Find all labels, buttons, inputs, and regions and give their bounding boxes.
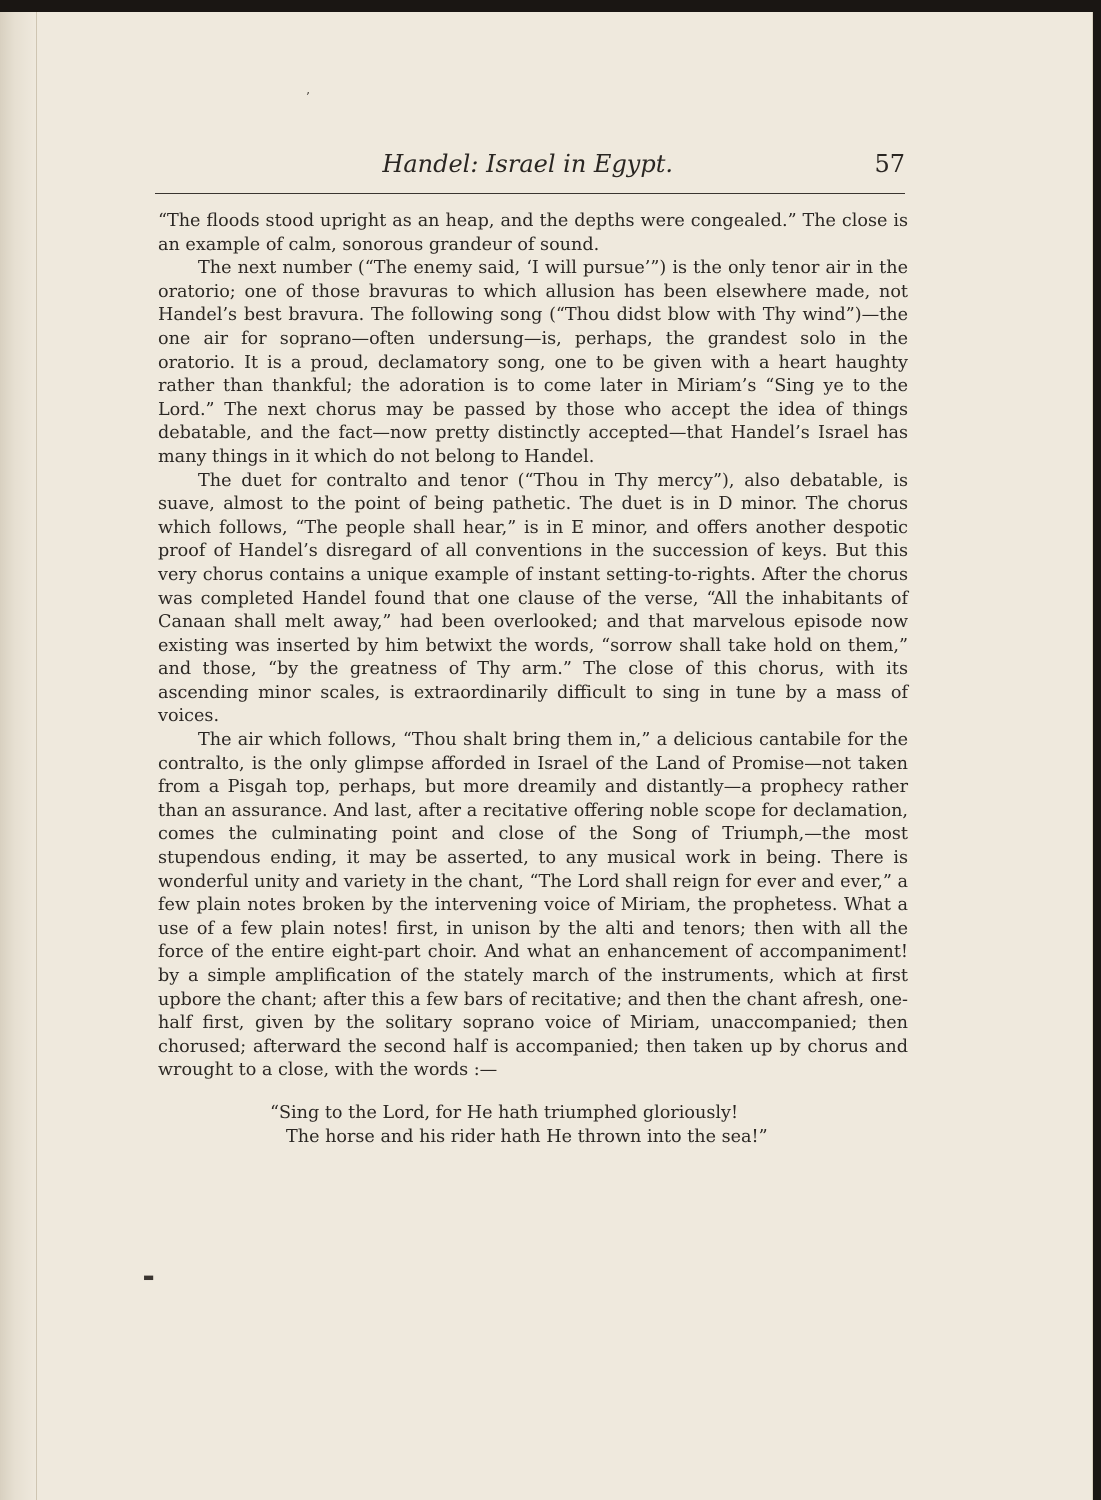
quote-line-2: The horse and his rider hath He thrown into the sea!”: [286, 1126, 768, 1147]
paragraph-3: The duet for contralto and tenor (“Thou in Thy mercy”), also debatable, is suave, almost to the point of being pathetic. The duet is in D minor. The chorus which follows, “The people shall hear,” is in E minor, and offers another despotic proof of Handel’s disregard of all conventions in the succession of keys. But this very chorus contains a unique example of instant setting-to-rights. After the chorus was completed Handel found that one clause of the verse, “All the inhabitants of Canaan shall melt away,” had been overlooked; and that marvelous episode now existing was inserted by him betwixt the words, “sorrow shall take hold on them,” and those, “by the greatness of Thy arm.” The close of this chorus, with its ascending minor scales, is extraordinarily difficult to sing in tune by a mass of voices.: [158, 470, 908, 727]
header-rule: [155, 193, 905, 194]
quote-line-1: “Sing to the Lord, for He hath triumphed gloriously!: [270, 1103, 739, 1123]
page-header: [155, 150, 905, 186]
book-page: [0, 12, 1093, 1500]
ink-speck: ’: [306, 90, 310, 104]
paragraph-4: The air which follows, “Thou shalt bring them in,” a delicious cantabile for the contralto, is the only glimpse afforded in Israel of the Land of Promise—not taken from a Pisgah top, perhaps, but more dreamily and distantly—a prophecy rather than an assurance. And last, after a recitative offering noble scope for declamation, comes the culminating point and close of the Song of Triumph,—the most stupendous ending, it may be asserted, to any musical work in being. There is wonderful unity and variety in the chant, “The Lord shall reign for ever and ever,” a few plain notes broken by the intervening voice of Miriam, the prophetess. What a use of a few plain notes! first, in unison by the alti and tenors; then with all the force of the entire eight-part choir. And what an enhancement of accompaniment! by a simple amplification of the stately march of the instruments, which at first upbore the chant; after this a few bars of recitative; and then the chant afresh, one-half first, given by the solitary soprano voice of Miriam, unaccompanied; then chorused; afterward the second half is accompanied; then taken up by chorus and wrought to a close, with the words :—: [158, 730, 908, 1081]
ink-speck: ▬: [143, 1270, 155, 1284]
verse-quote: [270, 1102, 870, 1149]
paragraph-2: The next number (“The enemy said, ‘I will pursue’”) is the only tenor air in the oratorio; one of those bravuras to which allusion has been elsewhere made, not Handel’s best bravura. The following song (“Thou didst blow with Thy wind”)—the one air for soprano—often undersung—is, perhaps, the grandest solo in the oratorio. It is a proud, declamatory song, one to be given with a heart haughty rather than thankful; the adoration is to come later in Miriam’s “Sing ye to the Lord.” The next chorus may be passed by those who accept the idea of things debatable, and the fact—now pretty distinctly accepted—that Handel’s Israel has many things in it which do not belong to Handel.: [158, 258, 908, 467]
page-number: 57: [874, 150, 905, 178]
body-text: [158, 210, 908, 1083]
running-head: Handel: Israel in Egypt.: [382, 150, 673, 178]
paragraph-1: “The floods stood upright as an heap, and the depths were congealed.” The close is an example of calm, sonorous grandeur of sound.: [158, 211, 908, 255]
page-spine-shadow: [0, 12, 37, 1500]
